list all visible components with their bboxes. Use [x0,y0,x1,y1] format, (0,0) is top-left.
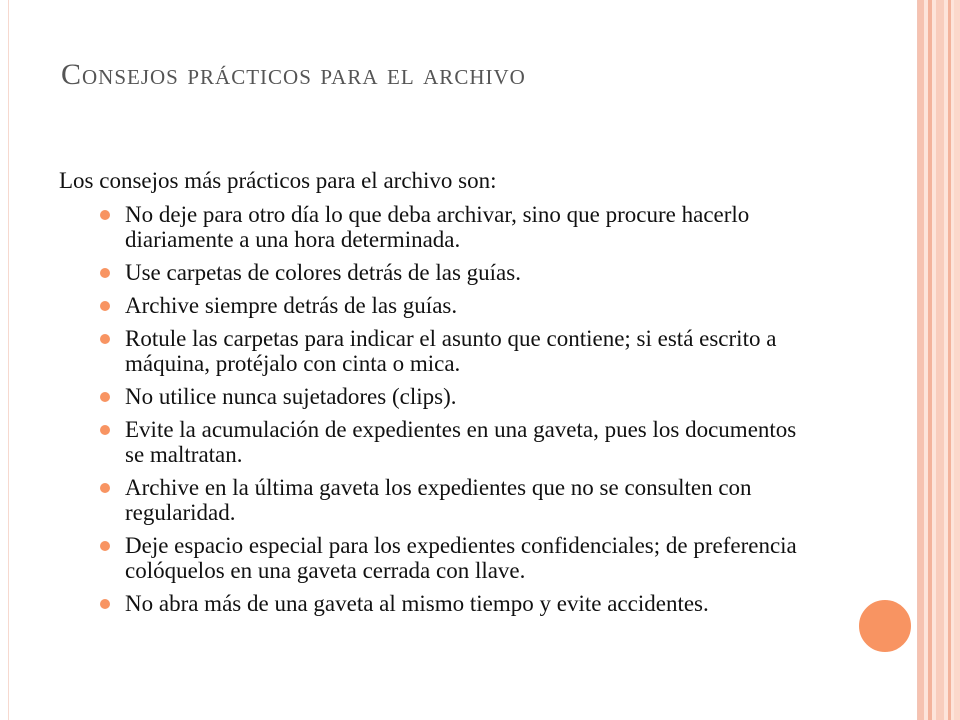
stripe [928,0,932,720]
list-item-text: Archive en la última gaveta los expedientes que no se consulten con regularidad. [125,475,752,525]
stripe [948,0,951,720]
list-item [59,417,819,467]
bullet-icon [100,392,110,402]
stripe [954,0,960,720]
list-item [59,293,819,318]
stripe [918,0,924,720]
bullet-icon [100,301,110,311]
list-item-text: No utilice nunca sujetadores (clips). [125,384,457,409]
bullet-list [59,202,819,616]
bullet-icon [100,334,110,344]
decorative-circle-icon [856,597,914,655]
list-item-text: No abra más de una gaveta al mismo tiempo y evite accidentes. [125,591,709,616]
intro-text: Los consejos más prácticos para el archivo son: [59,168,497,193]
bullet-icon [100,425,110,435]
list-item-text: No deje para otro día lo que deba archivar, sino que procure hacerlo diariamente a una hora determinada. [125,202,750,252]
bullet-icon [100,599,110,609]
stripe [936,0,944,720]
list-item-text: Evite la acumulación de expedientes en una gaveta, pues los documentos se maltratan. [125,417,797,467]
slide-title: Consejos prácticos para el archivo [61,58,526,91]
list-item [59,384,819,409]
list-item-text: Archive siempre detrás de las guías. [125,293,458,318]
list-item [59,591,819,616]
list-item-text: Rotule las carpetas para indicar el asunto que contiene; si está escrito a máquina, protéjalo con cinta o mica. [125,326,777,376]
bullet-icon [100,210,110,220]
bullet-icon [100,483,110,493]
slide-body [59,168,819,624]
decorative-side-stripes [918,0,960,720]
list-item-text: Use carpetas de colores detrás de las guías. [125,260,521,285]
list-item [59,326,819,376]
list-item [59,475,819,525]
bullet-icon [100,268,110,278]
list-item [59,260,819,285]
list-item [59,202,819,252]
list-item-text: Deje espacio especial para los expedientes confidenciales; de preferencia colóquelos en una gaveta cerrada con llave. [125,533,797,583]
list-item [59,533,819,583]
bullet-icon [100,541,110,551]
